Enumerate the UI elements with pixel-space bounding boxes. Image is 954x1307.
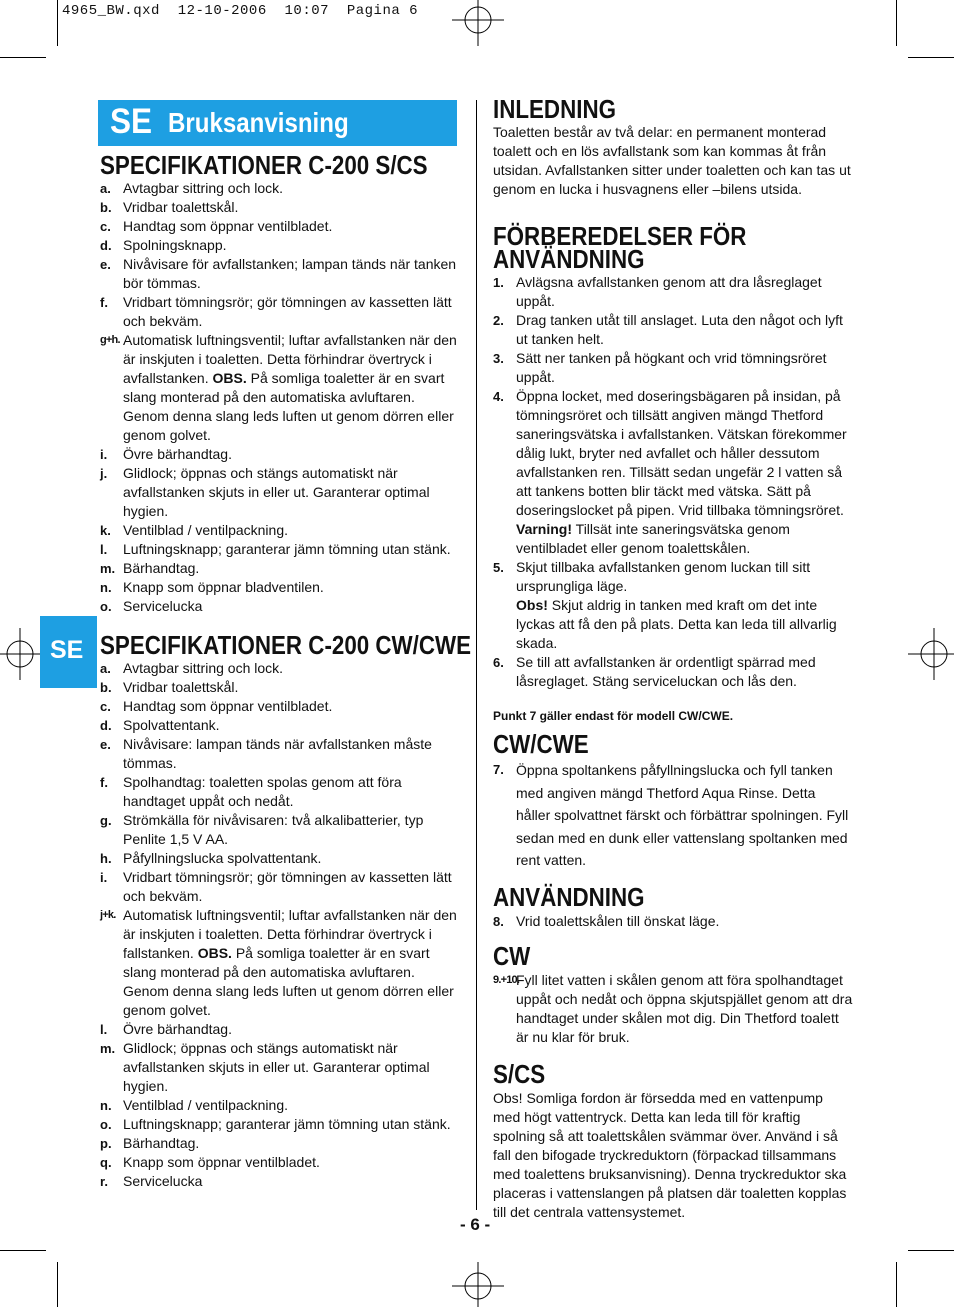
list-item [100,1134,460,1153]
item-label: n. [100,580,112,595]
language-code: SE [110,102,153,141]
right-column [493,96,853,1222]
item-text: Avtagbar sittring och lock. [123,180,284,196]
item-label: e. [100,257,111,272]
item-label: j. [100,466,108,481]
item-text: Bärhandtag. [123,560,200,576]
list-item [100,1096,460,1115]
item-label: c. [100,219,111,234]
section-heading-prep-line1: FÖRBEREDELSER FÖR [493,221,747,251]
crop-mark [908,1250,954,1251]
section-heading-cwcwe: CW/CWE [493,729,589,759]
registration-mark-bottom [450,1262,506,1307]
list-item [100,198,460,217]
list-item [100,597,460,616]
item-text: Vrid toalettskålen till önskat läge. [516,912,720,929]
item-label: c. [100,699,111,714]
item-text: Drag tanken utåt till anslaget. Luta den något och lyft ut tanken helt. [516,312,843,347]
item-text: Spolhandtag: toaletten spolas genom att föra handtaget uppåt och nedåt. [123,774,402,809]
intro-text: Toaletten består av två delar: en permanent monterad toalett och en lös avfallstank som kan kommas åt från utsidan. Avfallstanken sitter under toaletten och kan tas ut genom en lucka i husvagnens eller –bilens utsida. [493,124,851,197]
list-item [100,849,460,868]
list-item [100,697,460,716]
cwcwe-list [493,759,853,872]
item-text: Spolningsknapp. [123,237,227,253]
crop-mark [57,1262,58,1307]
item-emphasis: OBS. [197,945,232,961]
item-label: a. [100,661,111,676]
section-heading-intro: INLEDNING [493,94,616,124]
item-label: f. [100,775,108,790]
item-label: d. [100,238,112,253]
crop-mark [896,0,897,46]
item-label: 4. [493,389,504,404]
item-text: Avtagbar sittring och lock. [123,660,284,676]
list-item [100,521,460,540]
item-label: i. [100,870,108,885]
spec-scs-list [100,179,460,616]
column-divider [476,100,477,1210]
list-item [100,464,460,521]
item-label: p. [100,1136,112,1151]
item-text-continued: På somliga toaletter är en svart slang monterad på den automatiska avluftaren. Genom denna slang leds luften ut genom dörren eller genom golvet. [123,945,454,1018]
scs-text: Obs! Somliga fordon är försedda med en vattenpump med högt vattentryck. Detta kan leda till för kraftig spolning så att toalettskålen svämmar över. Använd i så fall den bifogade tryckreduktorn (förpackad tillsammans med toalettens bruksanvisning). Denna tryckreduktor ska placeras i vattenslangen på platsen där toaletten kopplas till det centrala vattensystemet. [493,1089,847,1220]
item-label: r. [100,1174,108,1189]
item-text: Vridbar toalettskål. [123,199,239,215]
page-number: - 6 - [460,1215,491,1234]
item-text: Automatisk luftningsventil; luftar avfallstanken när den är inskjuten i toaletten. Detta förhindrar övertryck i fallstanken. [123,907,457,961]
item-text: Servicelucka [123,1173,203,1189]
item-text: Knapp som öppnar bladventilen. [123,579,324,595]
item-label: m. [100,561,116,576]
item-text-continued: På somliga toaletter är en svart slang monterad på den automatiska avluftaren. Genom denna slang leds luften ut genom dörren eller genom golvet. [123,370,454,443]
list-item [493,273,853,311]
item-label: k. [100,523,111,538]
list-item [100,255,460,293]
item-label: n. [100,1098,112,1113]
item-label: f. [100,295,108,310]
list-item [100,811,460,849]
list-item [100,906,460,1020]
file-slug: 4965_BW.qxd 12-10-2006 10:07 Pagina 6 [62,3,419,19]
list-item [493,311,853,349]
item-text-continued: Tillsät inte saneringsvätska genom ventilbladet eller genom toalettskålen. [516,521,790,556]
item-text: Automatisk luftningsventil; luftar avfallstanken när den är inskjuten i toaletten. Detta förhindrar övertryck i avfallstanken. [123,332,457,386]
list-item [100,1115,460,1134]
list-item [100,445,460,464]
item-label: 6. [493,655,504,670]
item-label: 3. [493,351,504,366]
item-text: Handtag som öppnar ventilbladet. [123,218,333,234]
item-label: l. [100,1022,108,1037]
list-item [100,236,460,255]
item-label: m. [100,1041,116,1056]
cw-list [493,971,853,1047]
registration-mark-right [908,626,954,682]
item-text: Sätt ner tanken på högkant och vrid tömningsröret uppåt. [516,350,827,385]
section-heading-spec-scs: SPECIFIKATIONER C-200 S/CS [100,150,428,180]
list-item [100,659,460,678]
item-text: Luftningsknapp; garanterar jämn tömning utan stänk. [123,541,451,557]
item-text: Luftningsknapp; garanterar jämn tömning utan stänk. [123,1116,451,1132]
list-item [493,912,853,931]
item-text: Öppna spoltankens påfyllningslucka och fyll tanken med angiven mängd Thetford Aqua Rinse. Detta håller spolvattnet färskt och förbättrar spolningen. Fyll sedan med en dunk eller vattenslang spoltanken med rent vatten. [516,762,849,868]
item-text: Glidlock; öppnas och stängs automatiskt när avfallstanken skjuts in eller ut. Garanterar optimal hygien. [123,465,430,519]
item-label: h. [100,851,112,866]
item-text: Nivåvisare för avfallstanken; lampan tänds när tanken bör tömmas. [123,256,457,291]
item-label: j+k. [100,909,116,921]
item-emphasis: Obs! [516,597,548,613]
list-item [100,293,460,331]
item-emphasis: OBS. [212,370,247,386]
language-side-tab-label: SE [50,636,84,664]
list-item [100,716,460,735]
item-text: Nivåvisare: lampan tänds när avfallstanken måste tömmas. [123,736,432,771]
list-item [100,678,460,697]
list-item [493,653,853,691]
item-text: Påfyllningslucka spolvattentank. [123,850,322,866]
item-label: l. [100,542,108,557]
use-list [493,912,853,931]
list-item [493,971,853,1047]
list-item [100,868,460,906]
list-item [100,578,460,597]
item-label: 1. [493,275,504,290]
list-item [100,773,460,811]
page-title: Bruksanvisning [168,107,349,138]
crop-mark [57,0,58,46]
list-item [100,331,460,445]
item-label: d. [100,718,112,733]
item-label: g+h. [100,334,120,346]
list-item [100,540,460,559]
item-text: Ventilblad / ventilpackning. [123,522,288,538]
item-label: a. [100,181,111,196]
list-item [100,1153,460,1172]
item-label: 2. [493,313,504,328]
list-item [493,387,853,558]
title-banner [98,100,457,146]
model-note: Punkt 7 gäller endast för modell CW/CWE. [493,709,734,723]
crop-mark [0,1250,46,1251]
item-text: Vridbart tömningsrör; gör tömningen av kassetten lätt och bekväm. [123,294,452,329]
item-label: 8. [493,913,504,929]
item-label: b. [100,200,112,215]
item-text: Spolvattentank. [123,717,220,733]
item-text: Glidlock; öppnas och stängs automatiskt när avfallstanken skjuts in eller ut. Garanterar optimal hygien. [123,1040,430,1094]
item-text: Vridbart tömningsrör; gör tömningen av kassetten lätt och bekväm. [123,869,452,904]
item-label: q. [100,1155,112,1170]
item-label: 9.+10. [493,973,520,986]
list-item [100,1020,460,1039]
item-label: o. [100,1117,112,1132]
item-text: Se till att avfallstanken är ordentligt spärrad med låsreglaget. Stäng serviceluckan och lås den. [516,654,816,689]
item-text: Servicelucka [123,598,203,614]
section-heading-use: ANVÄNDNING [493,881,645,912]
language-side-tab [40,616,97,688]
item-text: Vridbar toalettskål. [123,679,239,695]
registration-mark-top [450,0,506,46]
crop-mark [896,1262,897,1307]
list-item [493,349,853,387]
item-text: Öppna locket, med doseringsbägaren på insidan, på tömningsröret och tillsätt angiven mängd Thetford saneringsvätska i avfallstanken. Vätskan förekommer dålig lukt, bryter ned avfallet och håller dessutom avfallstanken ren. Tillsätt sedan ungefär 2 l vatten så att tankens botten blir täckt med vätska. Sätt på doseringslocket på pipen. Vrid tillbaka tömningsröret. [516,388,847,518]
list-item [493,759,853,872]
item-text-continued: Skjut aldrig in tanken med kraft om det inte lyckas att få den på plats. Detta kan leda till allvarlig skada. [516,597,837,651]
item-label: e. [100,737,111,752]
item-text: Bärhandtag. [123,1135,200,1151]
item-label: 7. [493,762,504,777]
list-item [100,1039,460,1096]
list-item [100,179,460,198]
section-heading-spec-cwcwe: SPECIFIKATIONER C-200 CW/CWE [100,630,472,660]
item-text: Handtag som öppnar ventilbladet. [123,698,333,714]
item-label: 5. [493,560,504,575]
item-text: Strömkälla för nivåvisaren: två alkalibatterier, typ Penlite 1,5 V AA. [123,812,424,847]
item-label: b. [100,680,112,695]
item-text: Övre bärhandtag. [123,1021,232,1037]
section-heading-scs: S/CS [493,1058,546,1089]
crop-mark [0,57,46,58]
item-emphasis: Varning! [516,521,573,537]
item-text: Skjut tillbaka avfallstanken genom luckan till sitt ursprungliga läge. [516,559,811,594]
list-item [100,559,460,578]
section-heading-prep-line2: ANVÄNDNING [493,244,645,274]
spec-cwcwe-list [100,659,460,1191]
item-label: g. [100,813,112,828]
section-heading-cw: CW [493,940,531,971]
item-text: Avlägsna avfallstanken genom att dra låsreglaget uppåt. [516,274,822,309]
list-item [100,735,460,773]
list-item [493,558,853,653]
prep-list [493,273,853,691]
item-label: i. [100,447,108,462]
item-text: Övre bärhandtag. [123,446,232,462]
item-text: Fyll litet vatten i skålen genom att föra spolhandtaget uppåt och nedåt och öppna skjutspjället genom att dra handtaget under skålen mot dig. Din Thetford toalett är nu klar för bruk. [516,971,853,1045]
list-item [100,217,460,236]
item-text: Ventilblad / ventilpackning. [123,1097,288,1113]
list-item [100,1172,460,1191]
left-column [100,150,472,1191]
item-text: Knapp som öppnar ventilbladet. [123,1154,320,1170]
item-label: o. [100,599,112,614]
crop-mark [908,57,954,58]
